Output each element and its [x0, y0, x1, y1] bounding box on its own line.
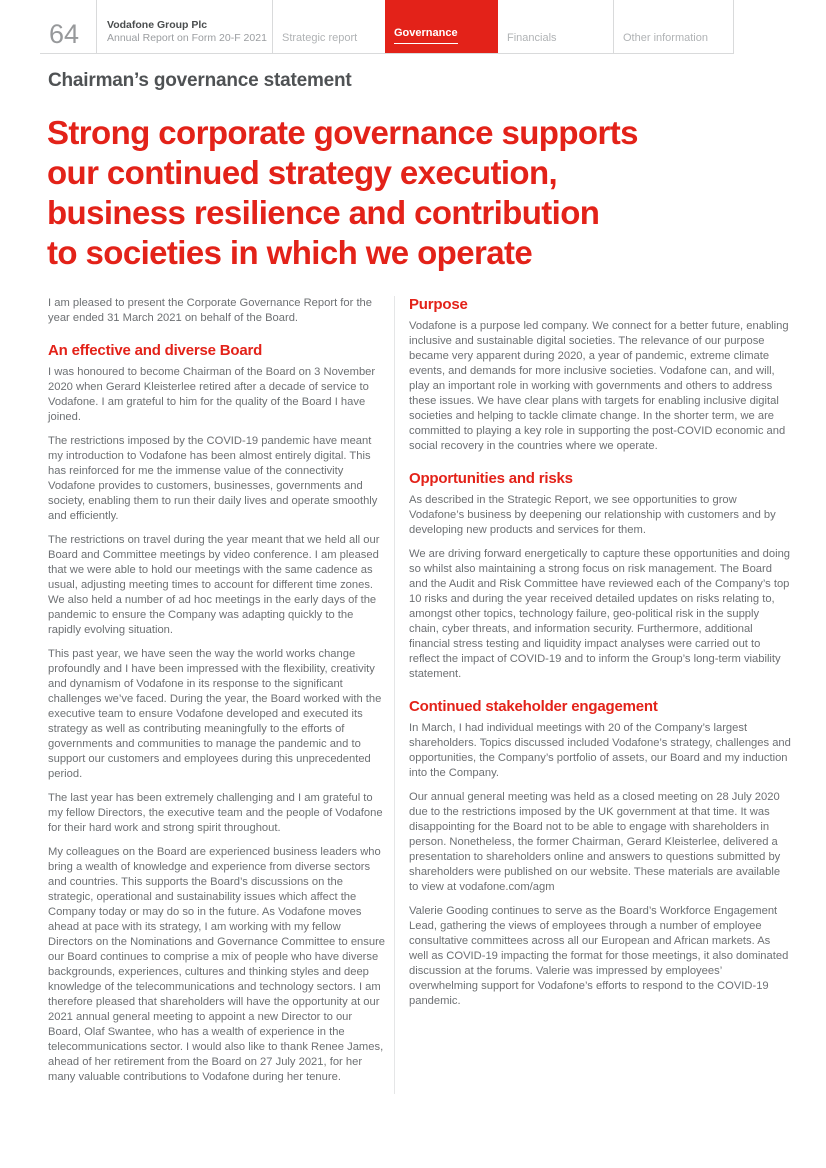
paragraph: Our annual general meeting was held as a closed meeting on 28 July 2020 due to the restrictions imposed by the UK government at that time. It was disappointing for the Board not to be able to engage with shareholders in person. Nonetheless, the former Chairman, Gerard Kleisterlee, delivered a presentation to shareholders online and answers to questions submitted by shareholders were published on our website. These materials are available to view at vodafone.com/agm — [409, 791, 781, 893]
brand-block — [97, 0, 273, 53]
tab-label-active: Governance — [394, 27, 458, 44]
paragraph: I was honoured to become Chairman of the Board on 3 November 2020 when Gerard Kleisterlee retired after a decade of service to Vodafone. I am grateful to him for the quality of the Board I have joined. — [48, 366, 376, 423]
section-heading: Opportunities and risks — [409, 470, 573, 487]
page-title: Chairman’s governance statement — [48, 70, 352, 91]
headline-line: Strong corporate governance supports — [47, 114, 638, 151]
section-heading: An effective and diverse Board — [48, 342, 263, 359]
paragraph: We are driving forward energetically to capture these opportunities and doing so whilst also maintaining a strong focus on risk management. The Board and the Audit and Risk Committee have reviewed each of the Company’s top 10 risks and during the year received detailed updates on risks relating to, amongst other topics, technology failure, geo-political risk in the supply chain, cyber threats, and information security. Furthermore, additional financial stress testing and liquidity impact analyses were carried out to reflect the impact of COVID-19 and to inform the Group’s long-term viability statement. — [409, 548, 791, 680]
paragraph: Valerie Gooding continues to serve as the Board’s Workforce Engagement Lead, gathering the views of employees through a number of employee consultative committees across all our European and African markets. As well as COVID-19 impacting the format for those meetings, it also dominated discussion at the forums. Valerie was impressed by employees’ overwhelming support for Vodafone’s efforts to respond to the COVID-19 pandemic. — [409, 905, 789, 1007]
content-columns — [48, 296, 792, 1094]
paragraph: My colleagues on the Board are experienced business leaders who bring a wealth of knowledge and experience from diverse sectors and countries. This supports the Board’s discussions on the strategic, operational and sustainability issues which affect the Company today or may do so in the future. As Vodafone moves ahead at pace with its strategy, I am working with my fellow Directors on the Nominations and Governance Committee to ensure our Board continues to comprise a mix of people who have diverse backgrounds, experiences, cultures and thinking styles and deep knowledge of the telecommunications and technology sectors. I am therefore pleased that shareholders will have the opportunity at our 2021 annual general meeting to appoint a new Director to our Board, Olaf Swantee, who has a wealth of experience in the telecommunications sector. I would also like to thank Renee James, ahead of her retirement from the Board on 27 July 2021, for her many valuable contributions to Vodafone during her tenure. — [48, 846, 386, 1083]
tab-other-information[interactable] — [613, 0, 734, 53]
tab-financials[interactable] — [498, 0, 613, 53]
section-heading: Purpose — [409, 296, 468, 313]
company-name: Vodafone Group Plc — [107, 19, 208, 31]
right-column — [394, 296, 792, 1094]
paragraph: This past year, we have seen the way the world works change profoundly and I have been impressed with the flexibility, creativity and dynamism of Vodafone in its response to the significant challenges we’ve faced. During the year, the Board worked with the executive team to ensure Vodafone developed and executed its strategy as well as contributing meaningfully to the efforts of governments and communities to manage the pandemic and to support our customers and employees during this unprecedented period. — [48, 648, 382, 780]
headline — [47, 113, 790, 273]
headline-line: to societies in which we operate — [47, 234, 533, 271]
paragraph: The last year has been extremely challenging and I am grateful to my fellow Directors, the executive team and the people of Vodafone for their hard work and strong spirit throughout. — [48, 792, 383, 834]
page-header — [40, 0, 734, 54]
tab-label: Strategic report — [282, 32, 358, 44]
headline-line: business resilience and contribution — [47, 194, 600, 231]
paragraph: Vodafone is a purpose led company. We connect for a better future, enabling inclusive and sustainable digital societies. The relevance of our purpose became very apparent during 2020, a year of pandemic, extreme climate events, and demands for more inclusive societies. Vodafone can, and will, play an important role in working with governments and others to address these issues. We have clear plans with targets for enabling inclusive digital societies and helping to tackle climate change. In the shorter term, we are committed to playing a key role in supporting the post-COVID economic and social recovery in the countries where we operate. — [409, 320, 789, 452]
paragraph: I am pleased to present the Corporate Governance Report for the year ended 31 March 2021 on behalf of the Board. — [48, 297, 373, 324]
tab-strategic-report[interactable] — [273, 0, 385, 53]
paragraph: The restrictions on travel during the year meant that we held all our Board and Committee meetings by video conference. I am pleased that we were able to hold our meetings with the same cadence as usual, adjusting meeting times to account for different time zones. We also held a number of ad hoc meetings in the early days of the pandemic to ensure the Company was adapting quickly to the rapidly evolving situation. — [48, 534, 380, 636]
headline-line: our continued strategy execution, — [47, 154, 558, 191]
section-heading: Continued stakeholder engagement — [409, 698, 658, 715]
paragraph: In March, I had individual meetings with 20 of the Company’s largest shareholders. Topics discussed included Vodafone’s strategy, challenges and opportunities, the Company’s portfolio of assets, our Board and my induction into the Company. — [409, 722, 791, 779]
tab-label: Financials — [507, 32, 557, 44]
paragraph: As described in the Strategic Report, we see opportunities to grow Vodafone’s business by deepening our relationship with customers and by developing new products and services for them. — [409, 494, 776, 536]
paragraph: The restrictions imposed by the COVID-19 pandemic have meant my introduction to Vodafone has been almost entirely digital. This has reinforced for me the immense value of the connectivity Vodafone provides to customers, businesses, governments and society, enabling them to run their daily lives and operate smoothly and efficiently. — [48, 435, 378, 522]
section-tabs — [273, 0, 734, 53]
tab-label: Other information — [623, 32, 708, 44]
left-column — [48, 296, 386, 1094]
report-title: Annual Report on Form 20-F 2021 — [107, 32, 267, 44]
page-number: 64 — [40, 0, 97, 53]
tab-governance[interactable] — [385, 0, 498, 53]
